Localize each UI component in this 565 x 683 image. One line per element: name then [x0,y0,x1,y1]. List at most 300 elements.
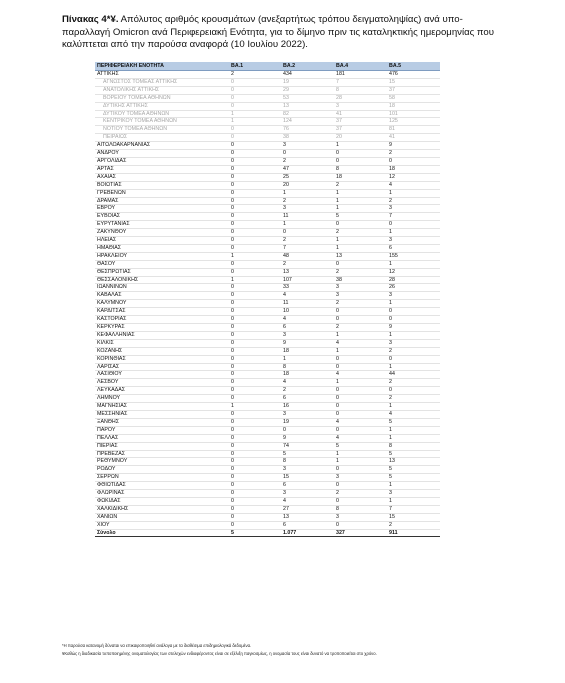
table-row [95,189,440,197]
cell-region: ΧΙΟΥ [95,521,229,529]
cell-ba5: 26 [387,284,440,292]
cell-ba1: 1 [229,403,281,411]
cell-ba2: 2 [281,387,334,395]
cell-ba5: 1 [387,331,440,339]
cell-ba5: 15 [387,513,440,521]
cell-ba1: 0 [229,434,281,442]
cell-ba4: 2 [334,300,387,308]
cell-ba4: 0 [334,403,387,411]
cell-ba5: 2 [387,521,440,529]
cell-ba4: 0 [334,221,387,229]
cell-ba5: 125 [387,118,440,126]
cell-region: ΔΥΤΙΚΗΣ ΑΤΤΙΚΗΣ [95,102,229,110]
cell-ba2: 0 [281,426,334,434]
cell-ba2: 13 [281,268,334,276]
table-row [95,418,440,426]
cell-ba4: 28 [334,94,387,102]
cell-ba5: 1 [387,426,440,434]
cell-ba1: 0 [229,244,281,252]
cell-region: ΕΥΒΟΙΑΣ [95,213,229,221]
cell-ba1: 1 [229,110,281,118]
cell-ba4: 4 [334,371,387,379]
cell-ba5: 101 [387,110,440,118]
table-row [95,403,440,411]
cell-region: ΔΥΤΙΚΟΥ ΤΟΜΕΑ ΑΘΗΝΩΝ [95,110,229,118]
cell-ba2: 1 [281,189,334,197]
cell-ba5: 1 [387,434,440,442]
table-row [95,331,440,339]
cell-ba2: 3 [281,490,334,498]
cell-ba2: 13 [281,513,334,521]
cell-region: ΠΙΕΡΙΑΣ [95,442,229,450]
cell-region: ΑΝΑΤΟΛΙΚΗΣ ΑΤΤΙΚΗΣ [95,86,229,94]
cell-region: ΘΑΣΟΥ [95,260,229,268]
cell-region: ΞΑΝΘΗΣ [95,418,229,426]
cell-ba4: 38 [334,276,387,284]
table-row [95,410,440,418]
cell-ba1: 0 [229,379,281,387]
cell-ba4: 20 [334,134,387,142]
table-row [95,118,440,126]
table-row [95,426,440,434]
table-row [95,300,440,308]
cell-ba5: 4 [387,410,440,418]
cell-region: ΚΑΣΤΟΡΙΑΣ [95,316,229,324]
cell-ba4: 0 [334,308,387,316]
table-row [95,363,440,371]
table-row [95,324,440,332]
cell-ba4: 0 [334,363,387,371]
cell-ba1: 0 [229,363,281,371]
cell-region: ΑΡΤΑΣ [95,165,229,173]
cell-ba4: 1 [334,237,387,245]
cell-ba2: 20 [281,181,334,189]
cell-ba1: 0 [229,347,281,355]
table-body [95,71,440,530]
footnotes [62,643,502,659]
table-row [95,229,440,237]
header-region: ΠΕΡΙΦΕΡΕΙΑΚΗ ΕΝΟΤΗΤΑ [95,62,229,71]
table-row [95,466,440,474]
cell-ba2: 4 [281,379,334,387]
table-row [95,142,440,150]
cell-ba2: 3 [281,466,334,474]
table-row [95,86,440,94]
cell-ba1: 0 [229,505,281,513]
cell-ba2: 4 [281,292,334,300]
cell-ba4: 3 [334,292,387,300]
cell-region: ΝΟΤΙΟΥ ΤΟΜΕΑ ΑΘΗΝΩΝ [95,126,229,134]
cell-ba1: 0 [229,482,281,490]
cell-region: ΘΕΣΠΡΩΤΙΑΣ [95,268,229,276]
table-row [95,316,440,324]
cell-ba1: 0 [229,205,281,213]
cell-ba2: 6 [281,482,334,490]
cell-region: ΦΩΚΙΔΑΣ [95,497,229,505]
cell-ba1: 0 [229,284,281,292]
cell-ba1: 0 [229,300,281,308]
table-row [95,292,440,300]
cell-ba2: 434 [281,71,334,79]
cell-ba1: 0 [229,78,281,86]
table-row [95,490,440,498]
cell-ba5: 9 [387,142,440,150]
table-row [95,237,440,245]
cell-ba4: 181 [334,71,387,79]
cell-region: ΗΛΕΙΑΣ [95,237,229,245]
cell-ba4: 1 [334,379,387,387]
total-row [95,529,440,537]
cell-ba4: 7 [334,78,387,86]
cell-ba1: 0 [229,268,281,276]
table-row [95,110,440,118]
table-row [95,252,440,260]
cell-ba5: 1 [387,260,440,268]
cell-ba2: 25 [281,173,334,181]
cell-region: ΑΝΔΡΟΥ [95,150,229,158]
cell-ba4: 2 [334,268,387,276]
cell-region: ΒΟΡΕΙΟΥ ΤΟΜΕΑ ΑΘΗΝΩΝ [95,94,229,102]
cell-ba2: 5 [281,450,334,458]
table-row [95,458,440,466]
cell-ba4: 13 [334,252,387,260]
cell-region: ΔΡΑΜΑΣ [95,197,229,205]
cell-ba4: 0 [334,316,387,324]
cell-ba1: 0 [229,458,281,466]
table-row [95,260,440,268]
cell-ba2: 2 [281,157,334,165]
cell-ba4: 0 [334,410,387,418]
variant-table [95,62,440,537]
cell-ba2: 48 [281,252,334,260]
cell-ba4: 0 [334,150,387,158]
cell-ba1: 0 [229,157,281,165]
table-row [95,505,440,513]
cell-region: ΑΡΓΟΛΙΔΑΣ [95,157,229,165]
cell-ba2: 4 [281,497,334,505]
cell-ba1: 0 [229,102,281,110]
cell-ba4: 0 [334,466,387,474]
header-ba2: BA.2 [281,62,334,71]
table-row [95,387,440,395]
cell-ba1: 0 [229,371,281,379]
cell-ba1: 0 [229,521,281,529]
cell-ba4: 1 [334,331,387,339]
cell-ba1: 1 [229,118,281,126]
cell-ba5: 0 [387,316,440,324]
cell-ba1: 0 [229,189,281,197]
cell-ba1: 0 [229,450,281,458]
cell-ba4: 0 [334,387,387,395]
cell-region: ΚΟΖΑΝΗΣ [95,347,229,355]
cell-ba1: 2 [229,71,281,79]
table-caption [62,14,502,52]
cell-ba4: 37 [334,118,387,126]
cell-region: ΑΤΤΙΚΗΣ [95,71,229,79]
cell-ba4: 18 [334,173,387,181]
cell-ba5: 5 [387,450,440,458]
cell-ba5: 3 [387,292,440,300]
table-row [95,355,440,363]
table-row [95,482,440,490]
cell-ba5: 1 [387,300,440,308]
cell-ba4: 5 [334,442,387,450]
cell-ba5: 1 [387,363,440,371]
cell-ba2: 6 [281,324,334,332]
cell-ba2: 7 [281,244,334,252]
cell-region: ΒΟΙΩΤΙΑΣ [95,181,229,189]
cell-ba5: 3 [387,490,440,498]
cell-ba4: 8 [334,505,387,513]
cell-ba1: 0 [229,292,281,300]
cell-ba5: 18 [387,102,440,110]
cell-region: ΚΑΒΑΛΑΣ [95,292,229,300]
cell-ba4: 0 [334,260,387,268]
cell-ba4: 3 [334,102,387,110]
cell-ba4: 4 [334,434,387,442]
cell-region: ΜΑΓΝΗΣΙΑΣ [95,403,229,411]
cell-ba1: 0 [229,395,281,403]
cell-ba1: 1 [229,276,281,284]
cell-ba1: 0 [229,221,281,229]
cell-region: ΠΕΙΡΑΙΩΣ [95,134,229,142]
cell-ba2: 11 [281,213,334,221]
cell-ba4: 5 [334,213,387,221]
cell-ba4: 3 [334,284,387,292]
cell-region: ΚΕΝΤΡΙΚΟΥ ΤΟΜΕΑ ΑΘΗΝΩΝ [95,118,229,126]
table-row [95,474,440,482]
cell-region: ΡΟΔΟΥ [95,466,229,474]
cell-ba1: 0 [229,94,281,102]
cell-ba2: 9 [281,434,334,442]
cell-ba5: 2 [387,379,440,387]
table-row [95,173,440,181]
cell-ba5: 0 [387,157,440,165]
cell-region: ΚΕΦΑΛΛΗΝΙΑΣ [95,331,229,339]
table-row [95,268,440,276]
cell-ba5: 3 [387,339,440,347]
cell-ba4: 0 [334,355,387,363]
cell-region: ΛΗΜΝΟΥ [95,395,229,403]
cell-ba1: 0 [229,150,281,158]
cell-ba5: 58 [387,94,440,102]
cell-ba1: 0 [229,316,281,324]
cell-ba2: 10 [281,308,334,316]
table-row [95,102,440,110]
cell-ba2: 4 [281,316,334,324]
cell-ba5: 5 [387,466,440,474]
header-ba5: BA.5 [387,62,440,71]
table-row [95,244,440,252]
cell-ba2: 15 [281,474,334,482]
cell-ba1: 0 [229,134,281,142]
cell-ba1: 0 [229,237,281,245]
table-row [95,308,440,316]
cell-ba5: 0 [387,355,440,363]
cell-ba5: 0 [387,308,440,316]
cell-ba5: 7 [387,213,440,221]
cell-ba4: 1 [334,189,387,197]
cell-ba1: 0 [229,410,281,418]
cell-ba4: 2 [334,181,387,189]
cell-ba5: 1 [387,229,440,237]
cell-ba5: 18 [387,165,440,173]
table-row [95,434,440,442]
table-row [95,213,440,221]
table-row [95,197,440,205]
cell-ba1: 0 [229,197,281,205]
table-row [95,513,440,521]
cell-ba4: 41 [334,110,387,118]
cell-ba4: 4 [334,339,387,347]
cell-ba1: 0 [229,331,281,339]
cell-ba2: 8 [281,363,334,371]
cell-ba2: 82 [281,110,334,118]
cell-ba2: 18 [281,371,334,379]
cell-ba5: 9 [387,324,440,332]
cell-ba4: 1 [334,458,387,466]
cell-region: ΘΕΣΣΑΛΟΝΙΚΗΣ [95,276,229,284]
cell-ba4: 1 [334,197,387,205]
cell-ba5: 1 [387,497,440,505]
cell-ba5: 12 [387,268,440,276]
cell-ba5: 81 [387,126,440,134]
table-row [95,94,440,102]
cell-region: ΚΙΛΚΙΣ [95,339,229,347]
cell-ba2: 0 [281,150,334,158]
cell-region: ΚΑΡΔΙΤΣΑΣ [95,308,229,316]
cell-ba5: 476 [387,71,440,79]
cell-ba4: 2 [334,229,387,237]
cell-ba1: 0 [229,260,281,268]
cell-region: ΙΩΑΝΝΙΝΩΝ [95,284,229,292]
cell-ba5: 5 [387,418,440,426]
cell-region: ΚΑΛΥΜΝΟΥ [95,300,229,308]
cell-region: ΗΜΑΘΙΑΣ [95,244,229,252]
cell-region: ΛΕΥΚΑΔΑΣ [95,387,229,395]
cell-region: ΗΡΑΚΛΕΙΟΥ [95,252,229,260]
cell-ba5: 8 [387,442,440,450]
cell-ba4: 0 [334,497,387,505]
table-row [95,347,440,355]
cell-region: ΛΕΣΒΟΥ [95,379,229,387]
cell-ba4: 0 [334,426,387,434]
cell-ba1: 0 [229,513,281,521]
cell-ba5: 13 [387,458,440,466]
cell-region: ΣΕΡΡΩΝ [95,474,229,482]
cell-region: ΑΓΝΩΣΤΟΣ ΤΟΜΕΑΣ ΑΤΤΙΚΗΣ [95,78,229,86]
cell-ba5: 6 [387,244,440,252]
cell-ba4: 2 [334,490,387,498]
cell-ba5: 2 [387,150,440,158]
cell-ba5: 2 [387,197,440,205]
table-row [95,276,440,284]
cell-region: ΚΟΡΙΝΘΙΑΣ [95,355,229,363]
cell-ba5: 44 [387,371,440,379]
cell-ba4: 37 [334,126,387,134]
cell-ba1: 0 [229,173,281,181]
cell-ba5: 3 [387,237,440,245]
cell-ba5: 37 [387,86,440,94]
cell-ba2: 2 [281,260,334,268]
cell-ba2: 18 [281,347,334,355]
cell-ba2: 74 [281,442,334,450]
total-ba1: 5 [229,529,281,537]
table-row [95,126,440,134]
cell-ba2: 3 [281,142,334,150]
cell-region: ΠΡΕΒΕΖΑΣ [95,450,229,458]
cell-region: ΜΕΣΣΗΝΙΑΣ [95,410,229,418]
table-row [95,339,440,347]
cell-ba4: 1 [334,347,387,355]
cell-ba1: 0 [229,497,281,505]
cell-ba5: 2 [387,347,440,355]
cell-region: ΧΑΛΚΙΔΙΚΗΣ [95,505,229,513]
cell-ba1: 0 [229,126,281,134]
cell-ba4: 4 [334,418,387,426]
table-row [95,205,440,213]
cell-ba5: 12 [387,173,440,181]
cell-ba4: 0 [334,157,387,165]
cell-ba2: 9 [281,339,334,347]
cell-region: ΚΕΡΚΥΡΑΣ [95,324,229,332]
cell-ba2: 13 [281,102,334,110]
cell-ba1: 0 [229,474,281,482]
cell-region: ΑΧΑΪΑΣ [95,173,229,181]
header-row [95,62,440,71]
table-row [95,379,440,387]
cell-ba4: 0 [334,521,387,529]
cell-region: ΧΑΝΙΩΝ [95,513,229,521]
cell-ba2: 3 [281,410,334,418]
total-ba4: 327 [334,529,387,537]
table-row [95,371,440,379]
cell-ba2: 33 [281,284,334,292]
cell-ba1: 0 [229,86,281,94]
cell-region: ΕΥΡΥΤΑΝΙΑΣ [95,221,229,229]
caption-label: Πίνακας 4*¥. [62,14,119,25]
cell-ba5: 0 [387,387,440,395]
total-ba2: 1.077 [281,529,334,537]
table-row [95,150,440,158]
cell-ba2: 6 [281,521,334,529]
cell-region: ΠΑΡΟΥ [95,426,229,434]
cell-ba2: 1 [281,221,334,229]
table-row [95,181,440,189]
cell-ba4: 1 [334,205,387,213]
cell-ba4: 8 [334,165,387,173]
cell-ba2: 19 [281,78,334,86]
cell-ba1: 0 [229,165,281,173]
cell-ba2: 124 [281,118,334,126]
cell-ba5: 28 [387,276,440,284]
cell-region: ΕΒΡΟΥ [95,205,229,213]
cell-region: ΓΡΕΒΕΝΩΝ [95,189,229,197]
cell-ba4: 1 [334,450,387,458]
cell-ba2: 53 [281,94,334,102]
cell-ba5: 15 [387,78,440,86]
cell-ba2: 19 [281,418,334,426]
cell-ba2: 29 [281,86,334,94]
cell-ba1: 0 [229,308,281,316]
cell-ba1: 0 [229,181,281,189]
total-ba5: 911 [387,529,440,537]
cell-ba4: 2 [334,324,387,332]
cell-ba4: 1 [334,142,387,150]
cell-ba2: 38 [281,134,334,142]
table-row [95,284,440,292]
cell-ba4: 3 [334,474,387,482]
